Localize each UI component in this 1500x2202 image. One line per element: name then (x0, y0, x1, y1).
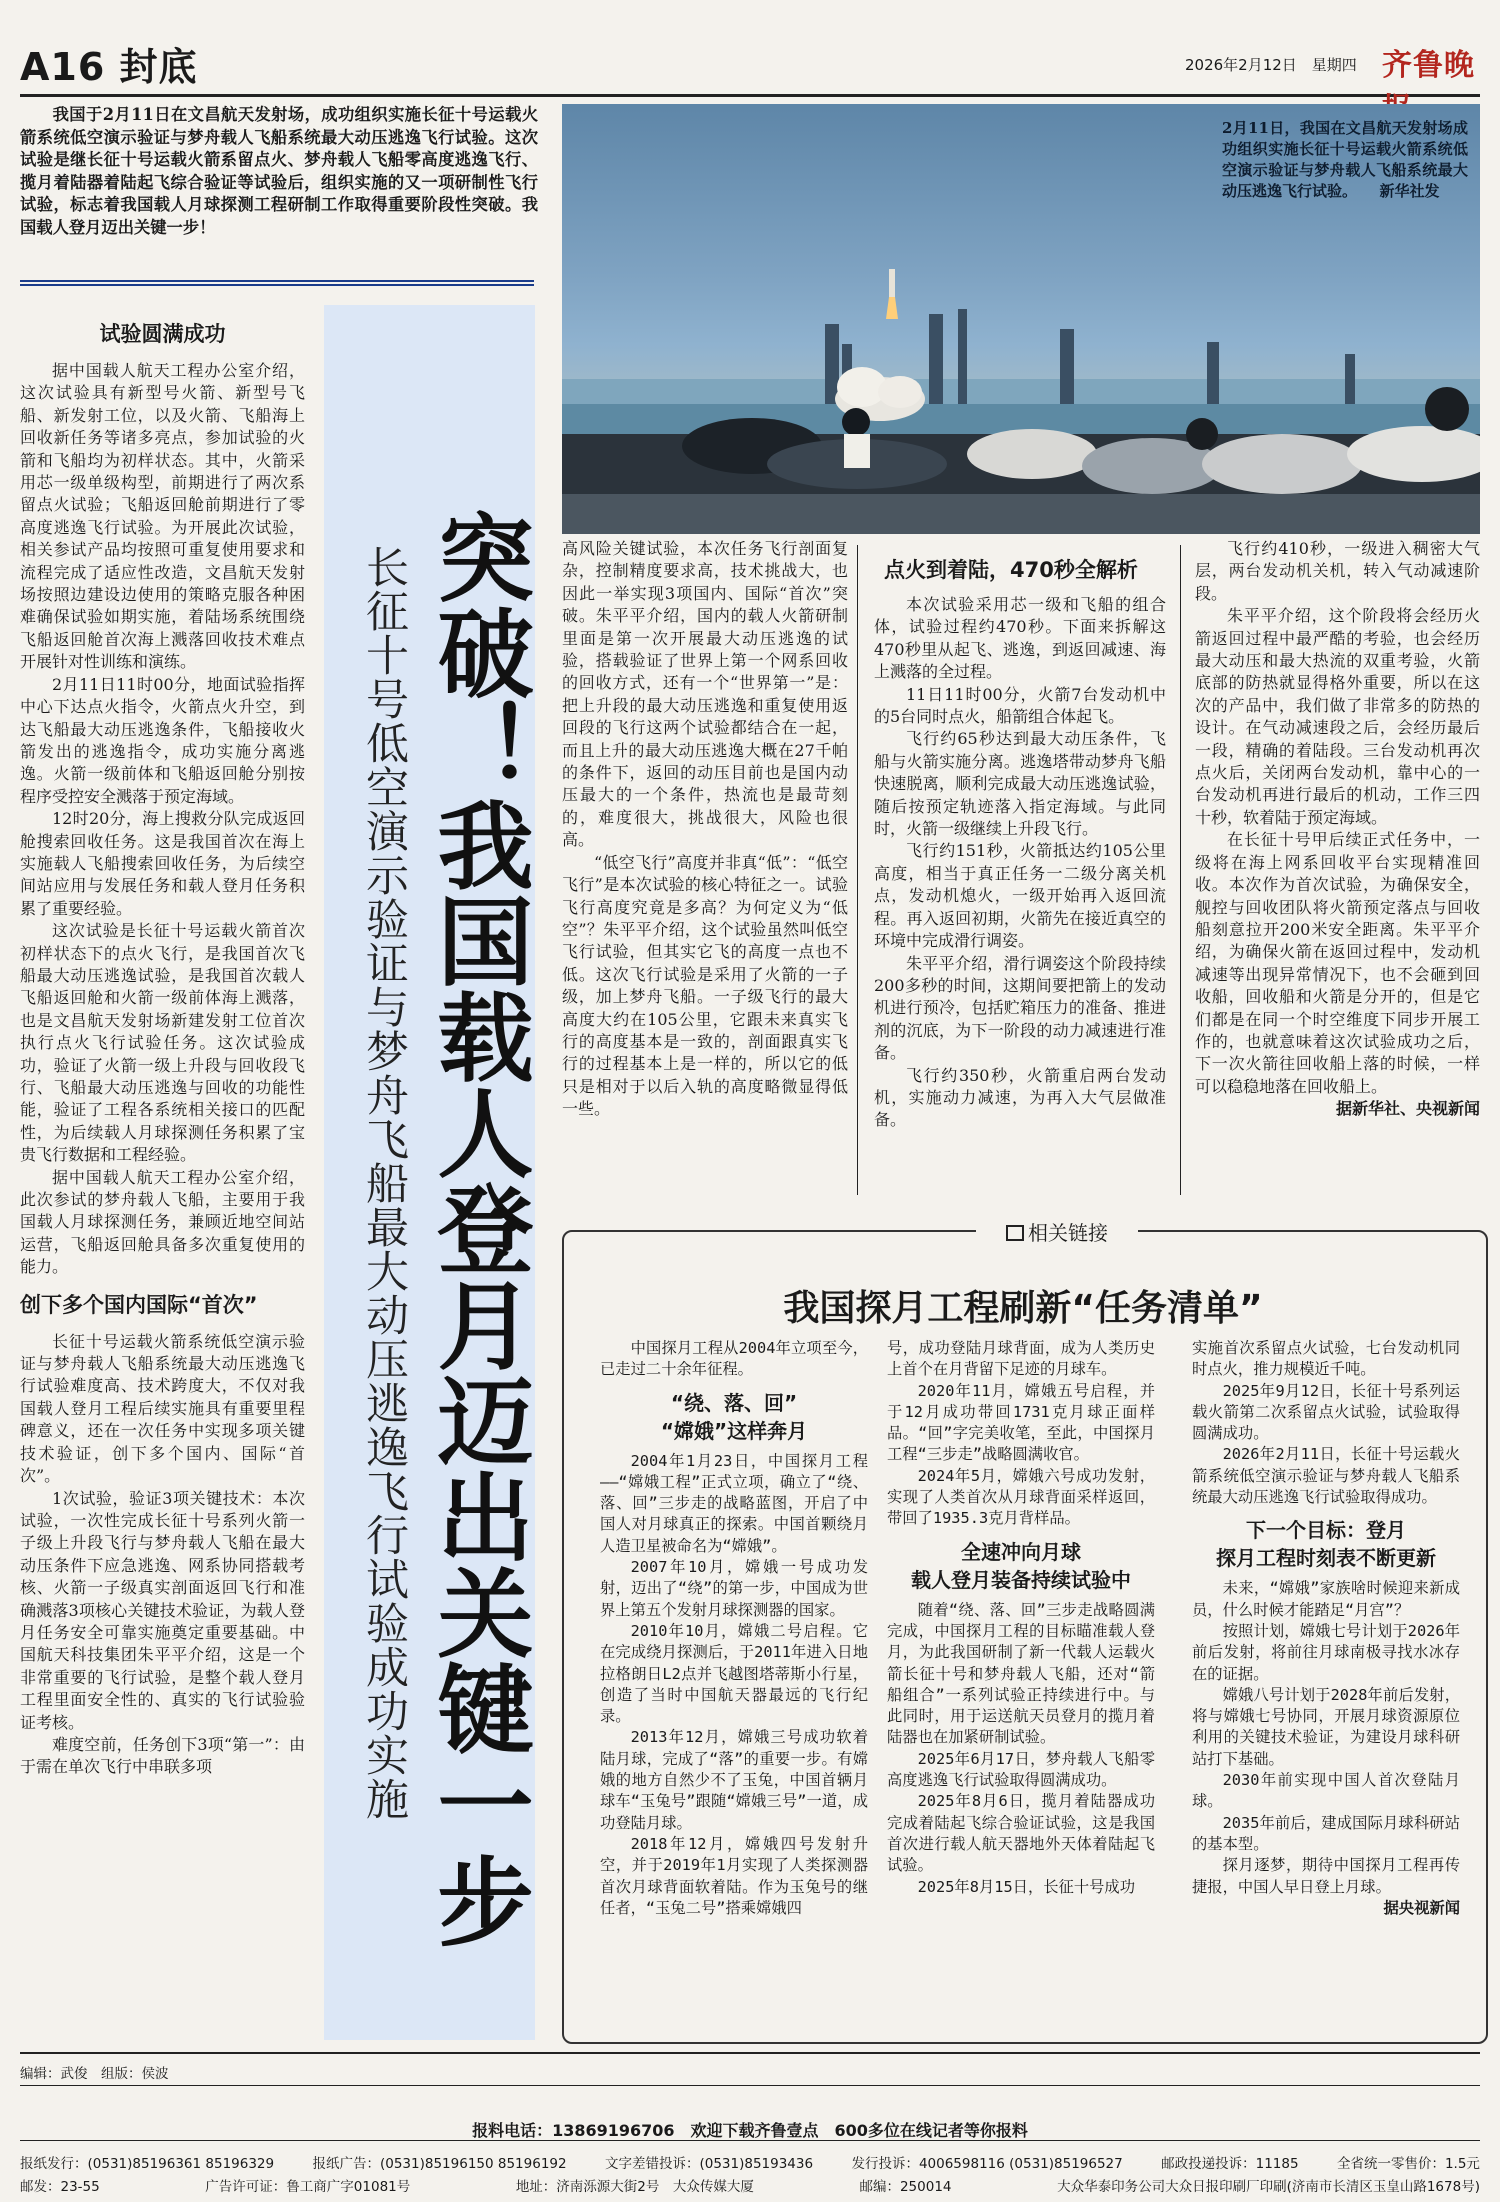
paragraph: 2020年11月，嫦娥五号启程，并于12月成功带回1731克月球正面样品。“回”字完美收笔，至此，中国探月工程“三步走”战略圆满收官。 (887, 1381, 1155, 1464)
related-column-3 (1192, 1338, 1460, 1919)
column-divider (857, 545, 858, 1195)
related-subheading: “嫦娥”这样奔月 (660, 1418, 808, 1443)
paragraph: 12时20分，海上搜救分队完成返回舱搜索回收任务。这是我国首次在海上实施载人飞船搜索回收任务，为后续空间站应用与发展任务和载人登月任务积累了重要经验。 (20, 809, 305, 918)
paragraph: 2025年6月17日，梦舟载人飞船零高度逃逸飞行试验取得圆满成功。 (887, 1749, 1155, 1790)
footer-item: 广告许可证：鲁工商广字01081号 (205, 2179, 411, 2195)
footer-info-line-1 (20, 2152, 1480, 2172)
footer-item: 地址：济南泺源大街2号 大众传媒大厦 (515, 2179, 754, 2195)
paragraph: 2004年1月23日，中国探月工程——“嫦娥工程”正式立项，确立了“绕、落、回”三步走的战略蓝图，开启了中国人对月球真正的探索。中国首颗绕月人造卫星被命名为“嫦娥”。 (600, 1451, 868, 1555)
issue-date: 2026年2月12日 星期四 (1185, 56, 1357, 74)
related-column-1 (600, 1338, 868, 1919)
column-1-body-b (20, 1331, 305, 1779)
related-subheading: 全速冲向月球 (961, 1539, 1081, 1564)
footer-item: 全省统一零售价：1.5元 (1336, 2156, 1480, 2172)
paragraph: “低空飞行”高度并非真“低”：“低空飞行”是本次试验的核心特征之一。试验飞行高度究竟是多高？为何定义为“低空”？朱平平介绍，这个试验虽然叫低空飞行试验，但其实它飞的高度一点也不低。这次飞行试验是采用了火箭的一子级，加上梦舟飞船。一子级飞行的最大高度大约在105公里，它跟未来真实飞行的高度基本是一致的，剖面跟真实飞行的过程基本上是一样的，所以它的低只是相对于以后入轨的高度略微显得低一些。 (562, 852, 848, 1119)
paragraph: 在长征十号甲后续正式任务中，一级将在海上网系回收平台实现精准回收。本次作为首次试验，为确保安全，舰控与回收团队将火箭预定落点与回收船刻意拉开200米安全距离。朱平平介绍，为确保火箭在返回过程中，发动机减速等出现异常情况下，也不会砸到回收船，回收船和火箭是分开的，但是它们都是在同一个时空维度下同步开展工作的，也就意味着这次试验成功之后，下一次火箭往回收船上落的时候，一样可以稳稳地落在回收船上。 (1195, 830, 1480, 1096)
related-column-2 (887, 1338, 1155, 1898)
paragraph: 2025年8月15日，长征十号成功 (917, 1877, 1136, 1896)
paragraph: 2007年10月，嫦娥一号成功发射，迈出了“绕”的第一步，中国成为世界上第五个发射月球探测器的国家。 (600, 1558, 868, 1619)
paragraph: 2018年12月，嫦娥四号发射升空，并于2019年1月实现了人类探测器首次月球背面软着陆。作为玉兔号的继任者，“玉兔二号”搭乘嫦娥四 (600, 1834, 868, 1917)
paragraph: 朱平平介绍，这个阶段将会经历火箭返回过程中最严酷的考验，也会经历最大动压和最大热流的双重考验，火箭底部的防热就显得格外重要，所以在这次的产品中，我们做了非常多的防热的设计。在气动减速段之后，会经历最后一段，精确的着陆段。三台发动机再次点火后，关闭两台发动机，靠中心的一台发动机再进行最后的机动，工作三四十秒，软着陆于预定海域。 (1195, 606, 1480, 827)
hotline-banner: 报料电话：13869196706 欢迎下载齐鲁壹点 600多位在线记者等你报料 (472, 2121, 1028, 2140)
paragraph: 朱平平介绍，滑行调姿这个阶段持续200多秒的时间，这期间要把箭上的发动机进行预冷，包括贮箱压力的准备、推进剂的沉底，为下一阶段的动力减速进行准备。 (874, 953, 1166, 1063)
related-links-badge (976, 1219, 1138, 1247)
footer-item: 报纸广告：(0531)85196150 85196192 (312, 2156, 567, 2172)
related-subheading: 探月工程时刻表不断更新 (1216, 1546, 1436, 1571)
footer-item: 发行投诉：4006598116 (0531)85196527 (851, 2156, 1123, 2172)
paragraph: 未来，“嫦娥”家族啥时候迎来新成员，什么时候才能踏足“月宫”？ (1192, 1579, 1460, 1619)
article-column-4 (874, 538, 1166, 1132)
page-label: A16 封底 (20, 45, 198, 89)
paragraph: 据中国载人航天工程办公室介绍，此次参试的梦舟载人飞船，主要用于我国载人月球探测任务，兼顾近地空间站运营，飞船返回舱具备多次重复使用的能力。 (20, 1167, 305, 1277)
article-column-5 (1195, 538, 1480, 1121)
paragraph: 飞行约65秒达到最大动压条件，飞船与火箭实施分离。逃逸塔带动梦舟飞船快速脱离，顺利完成最大动压逃逸试验，随后按预定轨迹落入指定海域。与此同时，火箭一级继续上升段飞行。 (874, 729, 1166, 839)
article-column-1 (20, 320, 305, 1779)
article-source: 据新华社、央视新闻 (1335, 1099, 1480, 1119)
paragraph: 高风险关键试验，本次任务飞行剖面复杂，控制精度要求高，技术挑战大，也因此一举实现3项国内、国际“首次”突破。朱平平介绍，国内的载人火箭研制里面是第一次开展最大动压逃逸的试验，搭载验证了世界上第一个网系回收的回收方式，还有一个“世界第一”是：把上升段的最大动压逃逸和重复使用返回段的飞行这两个试验都结合在一起，而且上升的最大动压逃逸大概在27千帕的条件下，返回的动压目前也是国内动压最大的一个条件，热流也是最苛刻的，难度很大，挑战很大，风险也很高。 (562, 539, 848, 850)
paragraph: 2025年9月12日，长征十号系列运载火箭第二次系留点火试验，试验取得圆满成功。 (1192, 1381, 1460, 1443)
paragraph: 2026年2月11日，长征十号运载火箭系统低空演示验证与梦舟载人飞船系统最大动压逃逸飞行试验取得成功。 (1192, 1445, 1460, 1507)
paragraph: 嫦娥八号计划于2028年前后发射，将与嫦娥七号协同，开展月球资源原位利用的关键技术验证，为建设月球科研站打下基础。 (1192, 1685, 1460, 1768)
paragraph: 1次试验，验证3项关键技术：本次试验，一次性完成长征十号系列火箭一子级上升段飞行与梦舟载人飞船在最大动压条件下应急逃逸、网系协同搭载考核、火箭一子级真实剖面返回飞行和准确溅落3项核心关键技术验证，为载人登月任务安全可靠实施奠定重要基础。中国航天科技集团朱平平介绍，这是一个非常重要的飞行试验，是整个载人登月工程里面安全性的、真实的飞行试验验证考核。 (20, 1488, 305, 1732)
paragraph: 难度空前，任务创下3项“第一”：由于需在单次飞行中串联多项 (20, 1734, 305, 1777)
paragraph: 2025年8月6日，揽月着陆器成功完成着陆起飞综合验证试验，这是我国首次进行载人航天器地外天体着陆起飞试验。 (887, 1792, 1155, 1875)
paragraph: 按照计划，嫦娥七号计划于2026年前后发射，将前往月球南极寻找水冰存在的证据。 (1192, 1621, 1460, 1683)
masthead-bar (20, 0, 1480, 97)
paragraph: 号，成功登陆月球背面，成为人类历史上首个在月背留下足迹的月球车。 (887, 1339, 1155, 1379)
footer-item: 大众华泰印务公司大众日报印刷厂印刷(济南市长清区玉皇山路1678号) (1057, 2179, 1480, 2195)
paragraph: 据中国载人航天工程办公室介绍，这次试验具有新型号火箭、新型号飞船、新发射工位，以及火箭、飞船海上回收新任务等诸多亮点，参加试验的火箭和飞船均为初样状态。其中，火箭采用芯一级单级构型，前期进行了两次系留点火试验；飞船返回舱前期进行了零高度逃逸飞行试验。为开展此次试验，相关参试产品均按照可重复使用要求和流程完成了适应性改造，文昌航天发射场按照边建设边使用的策略克服各种困难确保试验如期实施，着陆场系统围绕飞船返回舱首次海上溅落回收技术难点开展针对性训练和演练。 (20, 361, 305, 672)
related-links-label: 相关链接 (1028, 1221, 1108, 1245)
footer-info-line-2 (20, 2175, 1480, 2195)
link-icon (1006, 1225, 1024, 1241)
article-column-3 (562, 538, 848, 1121)
paragraph: 长征十号运载火箭系统低空演示验证与梦舟载人飞船系统最大动压逃逸飞行试验难度高、技术跨度大，不仅对我国载人登月工程后续实施具有重要里程碑意义，还在一次任务中实现多项关键技术验证，创下多个国内、国际“首次”。 (20, 1331, 305, 1486)
paragraph: 飞行约410秒，一级进入稠密大气层，两台发动机关机，转入气动减速阶段。 (1195, 539, 1480, 603)
column-1-body-a (20, 360, 305, 1279)
section-heading-timeline: 点火到着陆，470秒全解析 (884, 558, 1138, 582)
paragraph: 本次试验采用芯一级和飞船的组合体，试验过程约470秒。下面来拆解这470秒里从起飞、逃逸，到返回减速、海上溅落的全过程。 (874, 595, 1166, 682)
paragraph: 2035年前后，建成国际月球科研站的基本型。 (1192, 1813, 1460, 1853)
related-subheading: “绕、落、回” (670, 1390, 798, 1415)
paragraph: 中国探月工程从2004年立项至今，已走过二十余年征程。 (600, 1339, 868, 1379)
paragraph: 2010年10月，嫦娥二号启程。它在完成绕月探测后，于2011年进入日地拉格朗日L2点并飞越图塔蒂斯小行星，创造了当时中国航天器最远的飞行纪录。 (600, 1621, 868, 1726)
column-4-body (874, 594, 1166, 1132)
footer-item: 报纸发行：(0531)85196361 85196329 (20, 2156, 275, 2172)
footer-rule (20, 2085, 1480, 2086)
footer-item: 文字差错投诉：(0531)85193436 (604, 2156, 814, 2172)
section-heading-firsts: 创下多个国内国际“首次” (20, 1292, 258, 1317)
paragraph: 飞行约151秒，火箭抵达约105公里高度，相当于真正任务一二级分离关机点，发动机熄火，一级开始再入返回流程。再入返回初期，火箭先在接近真空的环境中完成滑行调姿。 (874, 841, 1166, 951)
paragraph: 实施首次系留点火试验，七台发动机同时点火，推力规模近千吨。 (1192, 1339, 1460, 1379)
paragraph: 2030年前实现中国人首次登陆月球。 (1192, 1771, 1460, 1811)
editor-credits: 编辑：武俊 组版：侯波 (20, 2066, 169, 2082)
paragraph: 探月逐梦，期待中国探月工程再传捷报，中国人早日登上月球。 (1192, 1856, 1460, 1896)
related-title: 我国探月工程刷新“任务清单” (783, 1288, 1263, 1329)
newspaper-logo: 齐鲁晚 (1382, 48, 1475, 83)
paragraph: 飞行约350秒，火箭重启两台发动机，实施动力减速，为再入大气层做准备。 (874, 1065, 1166, 1130)
column-5-body (1195, 538, 1480, 1098)
headline-title: 突破！我国载人登月迈出关键一步 (422, 508, 534, 1948)
footer-item: 邮编：250014 (859, 2179, 952, 2195)
headline-subtitle: 长征十号低空演示验证与梦舟飞船最大动压逃逸飞行试验成功实施 (359, 545, 409, 1821)
footer-item: 邮发：23-55 (20, 2179, 100, 2195)
lead-divider (20, 280, 534, 286)
section-heading-success: 试验圆满成功 (99, 322, 226, 346)
column-divider (1180, 545, 1181, 1195)
paragraph: 11日11时00分，火箭7台发动机中的5台同时点火，船箭组合体起飞。 (874, 684, 1166, 727)
related-subheading: 下一个目标：登月 (1246, 1518, 1406, 1543)
related-subheading: 载人登月装备持续试验中 (911, 1567, 1131, 1592)
paragraph: 这次试验是长征十号运载火箭首次初样状态下的点火飞行，是我国首次飞船最大动压逃逸试验，是我国首次载人飞船返回舱和火箭一级前体海上溅落，也是文昌航天发射场新建发射工位首次执行点火飞行试验任务。这次试验成功，验证了火箭一级上升段与回收段飞行、飞船最大动压逃逸与回收的功能性能，验证了工程各系统相关接口的匹配性，为后续载人月球探测任务积累了宝贵飞行数据和工程经验。 (20, 921, 305, 1165)
footer-top-rule (20, 2052, 1480, 2054)
related-source: 据央视新闻 (1383, 1898, 1460, 1917)
photo-caption: 2月11日，我国在文昌航天发射场成功组织实施长征十号运载火箭系统低空演示验证与梦舟载人飞船系统最大动压逃逸飞行试验。 新华社发 (1222, 119, 1468, 200)
lead-paragraph: 我国于2月11日在文昌航天发射场，成功组织实施长征十号运载火箭系统低空演示验证与梦舟载人飞船系统最大动压逃逸飞行试验。这次试验是继长征十号运载火箭系留点火、梦舟载人飞船零高度逃逸飞行、揽月着陆器着陆起飞综合验证等试验后，组织实施的又一项研制性飞行试验，标志着我国载人月球探测工程研制工作取得重要阶段性突破。我国载人登月迈出关键一步！ (20, 105, 538, 237)
paragraph: 2月11日11时00分，地面试验指挥中心下达点火指令，火箭点火升空，到达飞船最大动压逃逸条件，飞船接收火箭发出的逃逸指令，成功实施分离逃逸。火箭一级前体和飞船返回舱分别按程序受控安全溅落于预定海域。 (20, 674, 305, 806)
paragraph: 2013年12月，嫦娥三号成功软着陆月球，完成了“落”的重要一步。有嫦娥的地方自然少不了玉兔，中国首辆月球车“玉兔号”跟随“嫦娥三号”一道，成功登陆月球。 (600, 1728, 868, 1832)
paragraph: 2024年5月，嫦娥六号成功发射，实现了人类首次从月球背面采样返回，带回了1935.3克月背样品。 (887, 1466, 1155, 1528)
footer-rule (20, 2140, 1480, 2141)
paragraph: 随着“绕、落、回”三步走战略圆满完成，中国探月工程的目标瞄准载人登月，为此我国研制了新一代载人运载火箭长征十号和梦舟载人飞船，还对“箭船组合”一系列试验正持续进行中。与此同时，用于运送航天员登月的揽月着陆器也在加紧研制试验。 (887, 1600, 1155, 1747)
footer-item: 邮政投递投诉：11185 (1161, 2156, 1299, 2172)
